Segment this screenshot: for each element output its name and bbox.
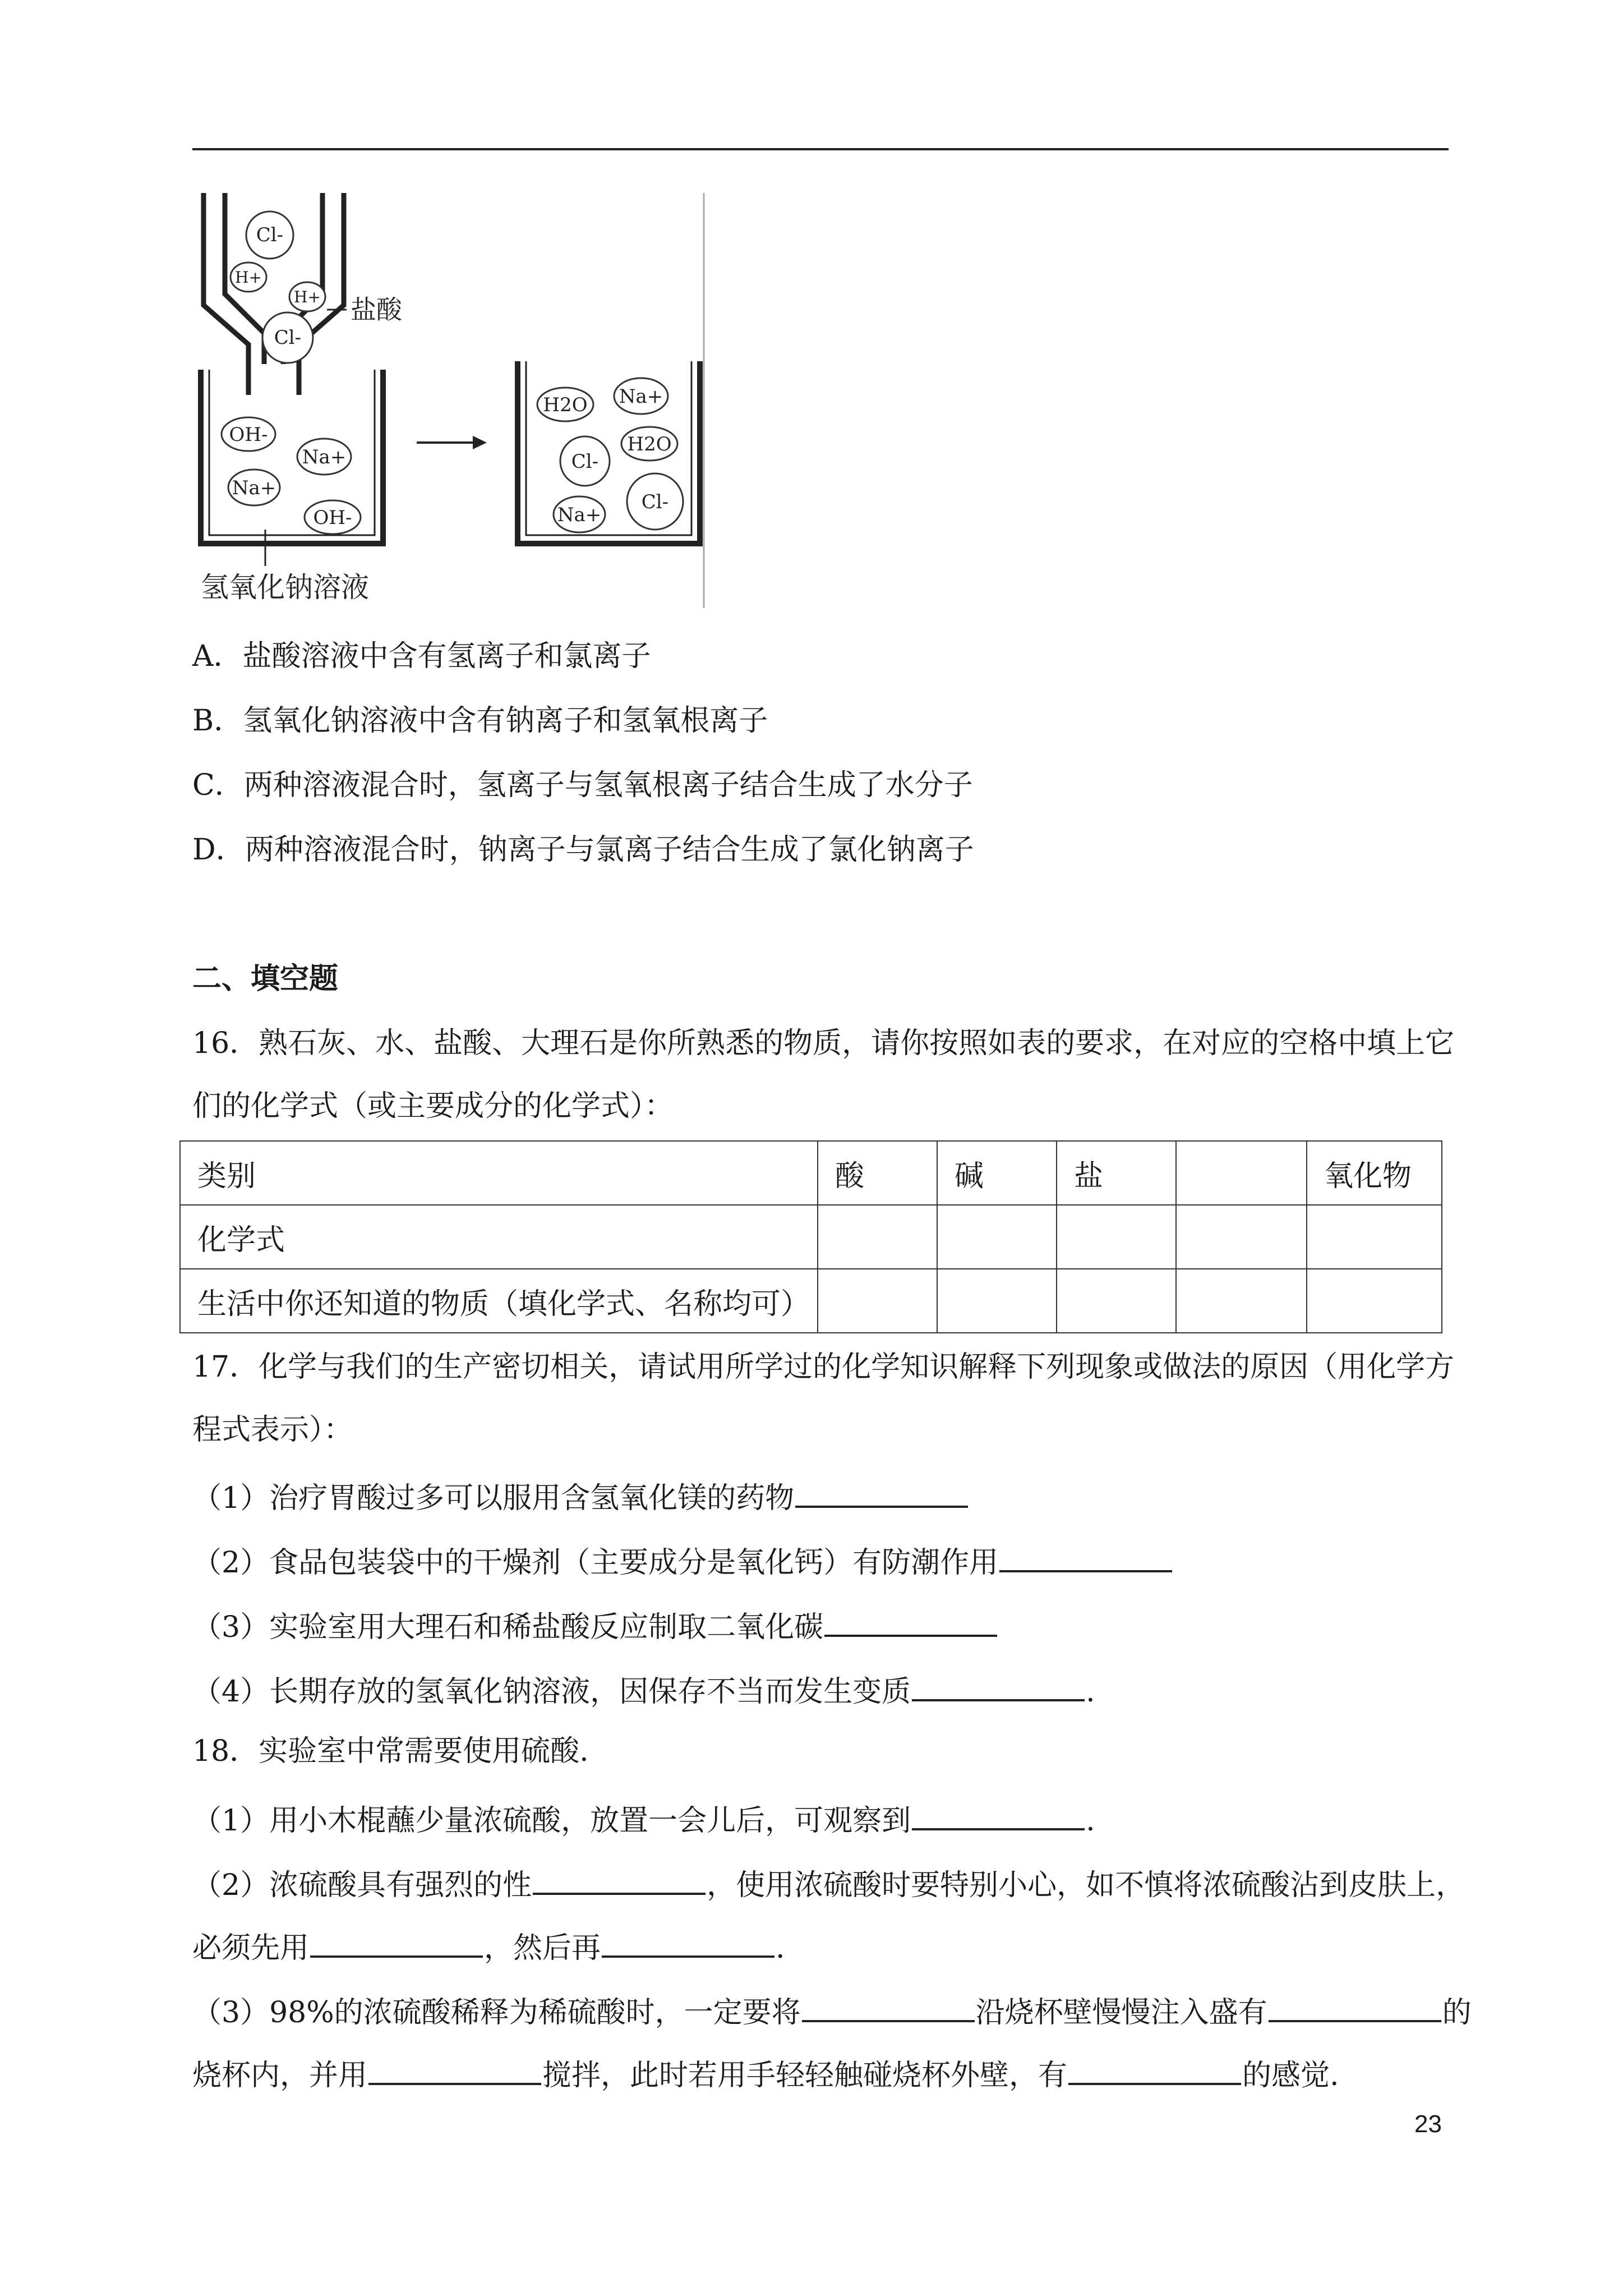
table-header-cell	[1176, 1141, 1307, 1205]
q16-text-line1: 16．熟石灰、水、盐酸、大理石是你所熟悉的物质，请你按照如表的要求，在对应的空格中填上它	[192, 1027, 1455, 1060]
ion-label: Na+	[302, 446, 347, 468]
q18-part-3-text-f: 的感觉.	[1242, 2059, 1339, 2092]
q18-part-3-line1	[192, 1990, 1472, 2031]
q18-part-2-text-c: 必须先用	[192, 1931, 310, 1965]
q18-part-3-text-e: 搅拌，此时若用手轻轻触碰烧杯外壁，有	[542, 2059, 1068, 2092]
q18-part-3-text-b: 沿烧杯壁慢慢注入盛有	[975, 1996, 1267, 2030]
table-row	[180, 1205, 1442, 1269]
answer-blank[interactable]	[533, 1862, 706, 1895]
table-header-cell: 碱	[937, 1141, 1057, 1205]
ion-label: Na+	[619, 385, 663, 408]
ion-label: H2O	[543, 394, 588, 416]
q17-item-2	[192, 1540, 1173, 1581]
neutralization-diagram	[192, 193, 710, 608]
answer-blank[interactable]	[310, 1925, 483, 1958]
q18-part-3-text-c: 的	[1442, 1996, 1472, 2030]
q17-text-line2: 程式表示）：	[192, 1413, 353, 1447]
table-cell	[1057, 1205, 1176, 1269]
answer-blank[interactable]	[824, 1604, 997, 1637]
ion-label: OH-	[229, 424, 268, 446]
table-cell	[1307, 1205, 1442, 1269]
ion-label: H2O	[627, 433, 672, 455]
table-row	[180, 1269, 1442, 1333]
ion-label: H+	[294, 288, 321, 306]
answer-blank[interactable]	[802, 1990, 975, 2022]
table-cell	[1176, 1205, 1307, 1269]
ion-label: H+	[235, 268, 262, 287]
q18-part-3-text-d: 烧杯内，并用	[192, 2059, 368, 2092]
answer-blank[interactable]	[1068, 2053, 1241, 2085]
q17-item-1	[192, 1475, 969, 1516]
option-a: A．盐酸溶液中含有氢离子和氯离子	[192, 639, 651, 673]
ion-label: OH-	[313, 507, 352, 529]
table-cell	[1057, 1269, 1176, 1333]
option-c: C．两种溶液混合时，氢离子与氢氧根离子结合生成了水分子	[192, 769, 973, 802]
period: .	[776, 1931, 785, 1965]
table-header-cell: 氧化物	[1307, 1141, 1442, 1205]
answer-blank[interactable]	[912, 1798, 1085, 1830]
ion-label: Na+	[557, 504, 602, 526]
q16-text-line2: 们的化学式（或主要成分的化学式）：	[192, 1089, 674, 1123]
q17-item-4-text: （4）长期存放的氢氧化钠溶液，因保存不当而发生变质	[192, 1675, 911, 1709]
table-header-cell: 类别	[180, 1141, 818, 1205]
table-header-cell: 酸	[818, 1141, 937, 1205]
page-number: 23	[1414, 2110, 1442, 2138]
answer-blank[interactable]	[795, 1475, 968, 1508]
q17-item-3	[192, 1604, 998, 1645]
acid-label: 盐酸	[351, 295, 402, 325]
table-cell	[937, 1269, 1057, 1333]
table-cell	[818, 1205, 937, 1269]
answer-blank[interactable]	[912, 1669, 1085, 1701]
ion-label: Cl-	[571, 450, 599, 473]
q17-text-line1: 17．化学与我们的生产密切相关，请试用所学过的化学知识解释下列现象或做法的原因（用化学方	[192, 1350, 1455, 1384]
header-rule	[192, 148, 1449, 150]
table-cell	[937, 1205, 1057, 1269]
table-cell	[818, 1269, 937, 1333]
answer-blank[interactable]	[999, 1540, 1172, 1572]
table-cell	[1176, 1269, 1307, 1333]
option-b: B．氢氧化钠溶液中含有钠离子和氢氧根离子	[192, 704, 768, 738]
q18-part-2-text-d: ，然后再	[484, 1931, 601, 1965]
table-header-cell: 盐	[1057, 1141, 1176, 1205]
ion-label: Cl-	[274, 326, 302, 349]
base-label: 氢氧化钠溶液	[201, 571, 369, 604]
table-cell: 化学式	[180, 1205, 818, 1269]
answer-blank[interactable]	[602, 1925, 774, 1958]
answer-blank[interactable]	[1269, 1990, 1441, 2022]
q18-part-2-text-b: ，使用浓硫酸时要特别小心，如不慎将浓硫酸沾到皮肤上，	[707, 1869, 1465, 1902]
q17-item-3-text: （3）实验室用大理石和稀盐酸反应制取二氧化碳	[192, 1611, 824, 1644]
q18-part-3-text-a: （3）98%的浓硫酸稀释为稀硫酸时，一定要将	[192, 1996, 801, 2030]
ion-label: Cl-	[256, 224, 284, 246]
period: .	[1086, 1675, 1095, 1709]
q18-part-1-text: （1）用小木棍蘸少量浓硫酸，放置一会儿后，可观察到	[192, 1804, 911, 1838]
q18-part-1	[192, 1798, 1095, 1839]
q16-table	[179, 1140, 1442, 1333]
q18-part-2-line1	[192, 1862, 1465, 1903]
ion-label: Na+	[232, 477, 276, 499]
q17-item-4	[192, 1669, 1095, 1710]
table-row	[180, 1141, 1442, 1205]
q17-item-2-text: （2）食品包装袋中的干燥剂（主要成分是氧化钙）有防潮作用	[192, 1546, 999, 1580]
table-cell: 生活中你还知道的物质（填化学式、名称均可）	[180, 1269, 818, 1333]
ion-label: Cl-	[641, 491, 669, 513]
q18-part-3-line2	[192, 2053, 1339, 2093]
q17-item-1-text: （1）治疗胃酸过多可以服用含氢氧化镁的药物	[192, 1481, 795, 1515]
answer-blank[interactable]	[368, 2053, 541, 2085]
section-title: 二、填空题	[192, 961, 339, 996]
reaction-arrow	[417, 436, 487, 449]
q18-part-2-text-a: （2）浓硫酸具有强烈的性	[192, 1869, 532, 1902]
q18-part-2-line2	[192, 1925, 785, 1966]
option-d: D．两种溶液混合时，钠离子与氯离子结合生成了氯化钠离子	[192, 833, 974, 867]
table-cell	[1307, 1269, 1442, 1333]
period: .	[1086, 1804, 1095, 1838]
q18-text-line1: 18．实验室中常需要使用硫酸.	[192, 1734, 589, 1768]
